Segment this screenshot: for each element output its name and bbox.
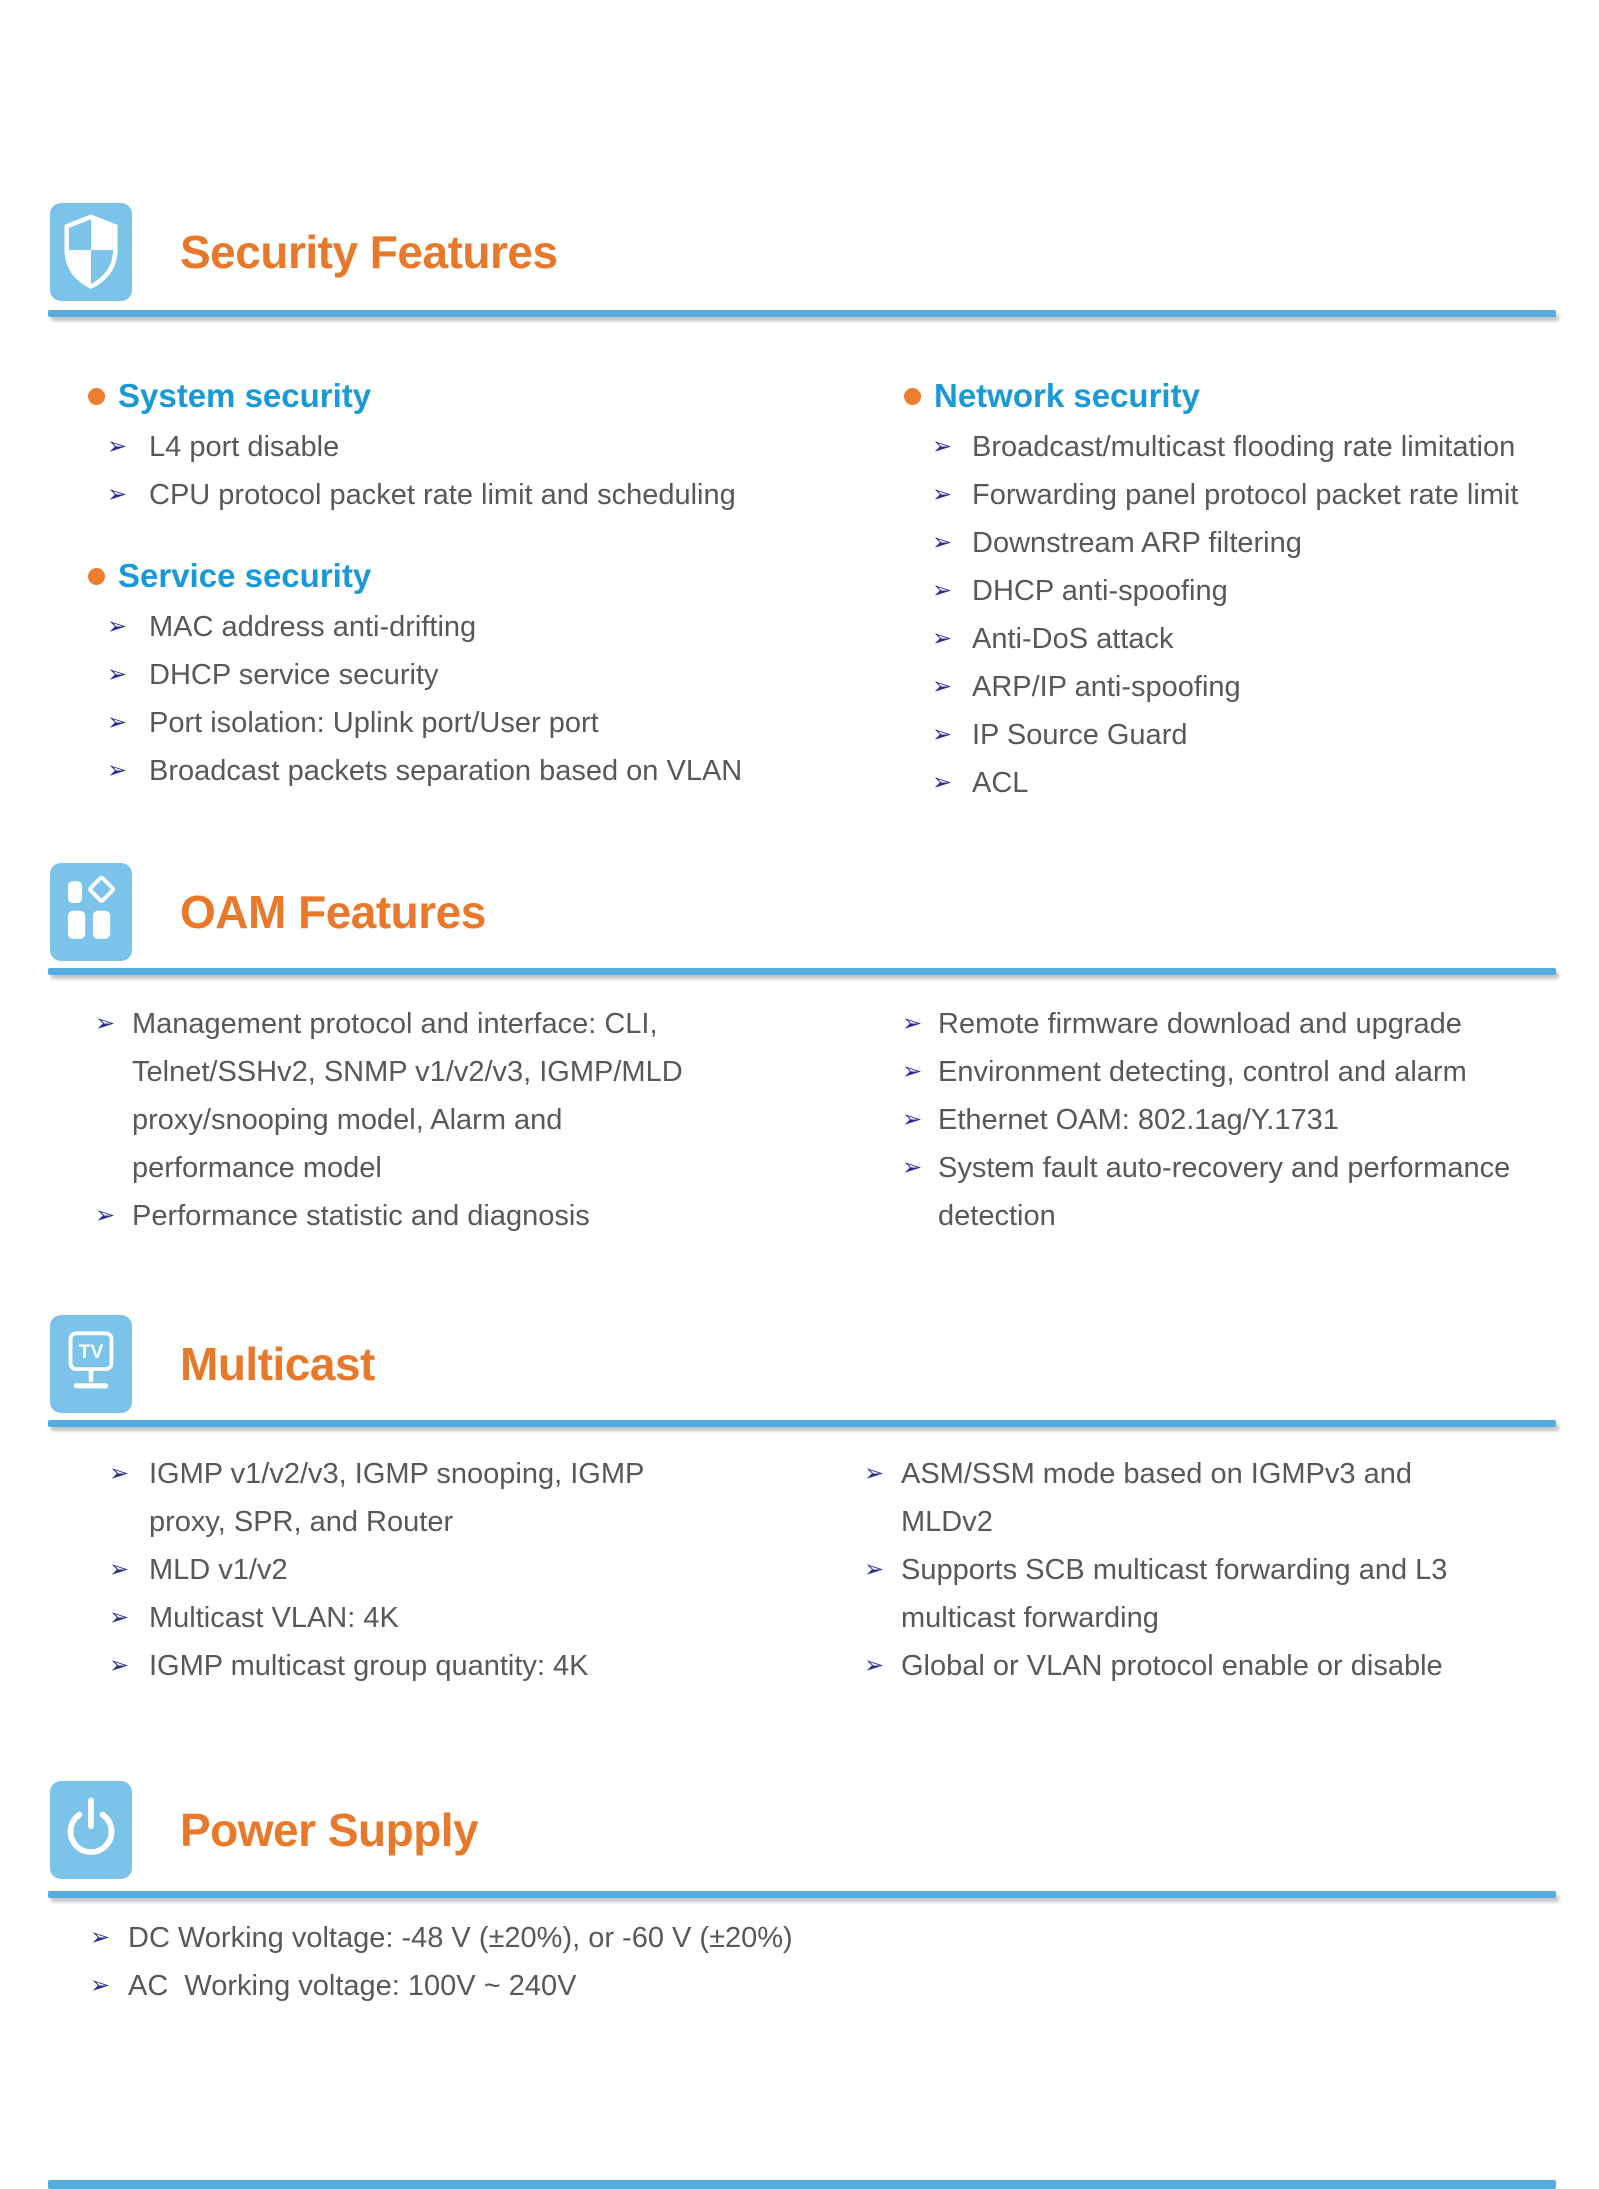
list-item-text: Ethernet OAM: 802.1ag/Y.1731 — [938, 1104, 1339, 1136]
list-item-text: AC Working voltage: 100V ~ 240V — [128, 1970, 577, 2002]
system-security-list — [85, 423, 900, 519]
network-security-list — [900, 423, 1539, 807]
arrow-bullet-icon: ➢ — [95, 1010, 116, 1037]
shield-icon — [50, 203, 132, 301]
list-item-text: MLD v1/v2 — [149, 1554, 288, 1586]
list-item — [864, 1450, 1539, 1546]
security-left-column — [85, 372, 900, 795]
security-columns — [85, 372, 1539, 807]
list-item — [864, 1642, 1539, 1690]
arrow-bullet-icon: ➢ — [864, 1460, 885, 1487]
section-divider — [48, 968, 1556, 975]
arrow-bullet-icon: ➢ — [864, 1652, 885, 1679]
tv-icon — [50, 1315, 132, 1413]
list-item-text: Environment detecting, control and alarm — [938, 1056, 1467, 1088]
arrow-bullet-icon: ➢ — [90, 1972, 111, 1999]
arrow-bullet-icon: ➢ — [109, 1556, 130, 1583]
oam-right-column — [900, 997, 1539, 1240]
arrow-bullet-icon: ➢ — [932, 433, 953, 460]
section-divider — [48, 1891, 1556, 1898]
bullet-dot-icon — [88, 568, 105, 585]
list-item — [900, 1096, 1539, 1144]
list-item-text: IGMP v1/v2/v3, IGMP snooping, IGMP proxy, SPR, and Router — [149, 1458, 652, 1538]
list-item — [85, 471, 900, 519]
section-header-oam — [50, 863, 486, 961]
list-item — [900, 519, 1539, 567]
arrow-bullet-icon: ➢ — [932, 673, 953, 700]
arrow-bullet-icon: ➢ — [902, 1154, 923, 1181]
list-item-text: Supports SCB multicast forwarding and L3 multicast forwarding — [901, 1554, 1456, 1634]
service-security-list — [85, 603, 900, 795]
subsection-heading-text: Network security — [934, 377, 1200, 414]
list-item-text: Forwarding panel protocol packet rate limit — [972, 479, 1519, 511]
list-item-text: Broadcast/multicast flooding rate limitation — [972, 431, 1516, 463]
oam-left-list — [85, 1000, 900, 1240]
arrow-bullet-icon: ➢ — [90, 1924, 111, 1951]
grid-modules-icon — [50, 863, 132, 961]
list-item — [900, 1000, 1539, 1048]
list-item — [900, 615, 1539, 663]
list-item-text: Remote firmware download and upgrade — [938, 1008, 1462, 1040]
list-item — [66, 1914, 793, 1962]
list-item — [85, 603, 900, 651]
subsection-heading-text: Service security — [118, 557, 372, 594]
list-item-text: System fault auto-recovery and performance detection — [938, 1152, 1519, 1232]
arrow-bullet-icon: ➢ — [932, 529, 953, 556]
list-item-text: L4 port disable — [149, 431, 340, 463]
multicast-columns — [85, 1447, 1539, 1690]
arrow-bullet-icon: ➢ — [902, 1058, 923, 1085]
list-item-text: ACL — [972, 767, 1029, 799]
list-item-text: Management protocol and interface: CLI, Telnet/SSHv2, SNMP v1/v2/v3, IGMP/MLD proxy/snooping model, Alarm and performance model — [132, 1008, 691, 1184]
arrow-bullet-icon: ➢ — [107, 481, 128, 508]
arrow-bullet-icon: ➢ — [109, 1652, 130, 1679]
arrow-bullet-icon: ➢ — [932, 577, 953, 604]
list-item-text: Port isolation: Uplink port/User port — [149, 707, 599, 739]
list-item-text: Performance statistic and diagnosis — [132, 1200, 590, 1232]
list-item-text: CPU protocol packet rate limit and scheduling — [149, 479, 736, 511]
section-title-power: Power Supply — [180, 1804, 479, 1856]
list-item-text: Anti-DoS attack — [972, 623, 1174, 655]
arrow-bullet-icon: ➢ — [902, 1010, 923, 1037]
section-title-multicast: Multicast — [180, 1338, 375, 1390]
multicast-left-list — [85, 1450, 864, 1690]
arrow-bullet-icon: ➢ — [932, 769, 953, 796]
list-item-text: Broadcast packets separation based on VLAN — [149, 755, 743, 787]
list-item — [900, 1144, 1539, 1240]
arrow-bullet-icon: ➢ — [932, 721, 953, 748]
arrow-bullet-icon: ➢ — [107, 709, 128, 736]
list-item — [66, 1962, 793, 2010]
oam-right-list — [900, 1000, 1539, 1240]
list-item-text: DHCP service security — [149, 659, 439, 691]
list-item — [85, 1546, 864, 1594]
section-divider — [48, 1420, 1556, 1427]
section-divider — [48, 310, 1556, 317]
list-item — [85, 1000, 900, 1192]
list-item-text: IP Source Guard — [972, 719, 1188, 751]
list-item — [85, 1192, 900, 1240]
list-item — [900, 663, 1539, 711]
multicast-left-column — [85, 1447, 864, 1690]
subsection-heading-network-security — [900, 372, 1539, 420]
bullet-dot-icon — [88, 388, 105, 405]
section-header-power — [50, 1781, 478, 1879]
arrow-bullet-icon: ➢ — [902, 1106, 923, 1133]
oam-left-column — [85, 997, 900, 1240]
list-item — [864, 1546, 1539, 1642]
subsection-heading-system-security — [85, 372, 900, 420]
list-item — [900, 711, 1539, 759]
list-item — [900, 567, 1539, 615]
list-item-text: Multicast VLAN: 4K — [149, 1602, 399, 1634]
list-item — [85, 1594, 864, 1642]
security-right-column — [900, 372, 1539, 807]
list-item — [900, 423, 1539, 471]
list-item — [85, 651, 900, 699]
arrow-bullet-icon: ➢ — [109, 1604, 130, 1631]
list-item-text: DC Working voltage: -48 V (±20%), or -60 V (±20%) — [128, 1922, 793, 1954]
list-item — [900, 1048, 1539, 1096]
oam-columns — [85, 997, 1539, 1240]
list-item — [85, 747, 900, 795]
list-item — [900, 759, 1539, 807]
arrow-bullet-icon: ➢ — [107, 613, 128, 640]
arrow-bullet-icon: ➢ — [109, 1460, 130, 1487]
subsection-heading-service-security — [85, 552, 900, 600]
section-title-security: Security Features — [180, 226, 558, 278]
power-list — [66, 1914, 793, 2010]
bullet-dot-icon — [904, 388, 921, 405]
list-item-text: MAC address anti-drifting — [149, 611, 477, 643]
arrow-bullet-icon: ➢ — [95, 1202, 116, 1229]
list-item-text: IGMP multicast group quantity: 4K — [149, 1650, 589, 1682]
next-section-divider-cutoff — [48, 2180, 1556, 2189]
arrow-bullet-icon: ➢ — [107, 757, 128, 784]
list-item — [85, 1642, 864, 1690]
multicast-right-column — [864, 1447, 1539, 1690]
list-item — [85, 699, 900, 747]
list-item-text: DHCP anti-spoofing — [972, 575, 1228, 607]
arrow-bullet-icon: ➢ — [932, 625, 953, 652]
svg-text:TV: TV — [78, 1342, 104, 1364]
list-item — [85, 1450, 864, 1546]
section-header-multicast — [50, 1315, 375, 1413]
section-title-oam: OAM Features — [180, 886, 486, 938]
list-item-text: ASM/SSM mode based on IGMPv3 and MLDv2 — [901, 1458, 1421, 1538]
list-item-text: Global or VLAN protocol enable or disable — [901, 1650, 1443, 1682]
list-item-text: Downstream ARP filtering — [972, 527, 1302, 559]
arrow-bullet-icon: ➢ — [932, 481, 953, 508]
section-header-security — [50, 203, 558, 301]
list-item — [900, 471, 1539, 519]
power-icon — [50, 1781, 132, 1879]
multicast-right-list — [864, 1450, 1539, 1690]
subsection-heading-text: System security — [118, 377, 372, 414]
arrow-bullet-icon: ➢ — [864, 1556, 885, 1583]
list-item — [85, 423, 900, 471]
list-item-text: ARP/IP anti-spoofing — [972, 671, 1241, 703]
arrow-bullet-icon: ➢ — [107, 661, 128, 688]
arrow-bullet-icon: ➢ — [107, 433, 128, 460]
